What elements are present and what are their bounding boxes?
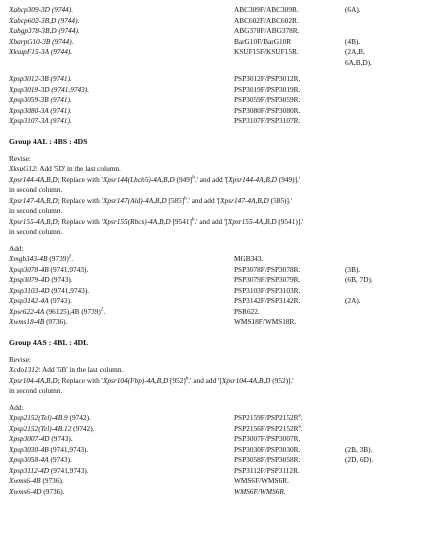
revise-label: Revise:	[9, 354, 31, 364]
table-row	[9, 74, 433, 85]
revise-line-cont: in second column.	[9, 185, 63, 194]
locus: Xabcp309-3D (9744).	[9, 5, 74, 14]
revise-label: Revise:	[9, 153, 31, 163]
revise-line: Xcdo1312: Add '5B' in the last column.	[9, 365, 124, 374]
locus-table-1	[9, 5, 433, 68]
locus-table-2	[9, 74, 433, 127]
table-row: Xpsr622-4A (96125),4B $(9739)^2$. PSR622.	[9, 306, 260, 316]
locus: Xabgp378-3B,D (9744).	[9, 26, 80, 35]
primer: PSP3107F/PSP3107R.	[234, 116, 301, 125]
revise-line: Xpsr147-4A,B,D; Replace with 'Xpsr147(Ald)-4A,B,D $[585]^b.'$ and add '[Xpsr147-4A,B,D (585)].'	[9, 195, 293, 205]
table-row: Xpsp3078-4B (9741,9743). PSP3078F/PSP3078R. (3B).	[9, 264, 361, 274]
table-row: Xpsp3112-4D (9741,9743). PSP3112F/PSP3112R.	[9, 465, 300, 475]
other-loci: (6A).	[345, 5, 361, 14]
add-label: Add:	[9, 243, 24, 253]
primer: PSP3059F/PSP3059R.	[234, 95, 301, 104]
group-heading: Group 4AL : 4BS : 4DS	[9, 136, 88, 146]
revise-line-cont: in second column.	[9, 386, 63, 395]
revise-line: Xpsr155-4A,B,D; Replace with 'Xpsr155(Rbcs)-4A,B,D $[9541]^b.'$ and add '[Xpsr155-4A,B,D (9541)].'	[9, 216, 304, 226]
table-row: Xpsp3079-4D (9743). PSP3079F/PSP3079R. (6B, 7D).	[9, 275, 373, 284]
table-row	[9, 47, 433, 58]
revise-line-cont: in second column.	[9, 206, 63, 215]
primer: PSP3012F/PSP3012R.	[234, 74, 301, 83]
table-row: Xwms18-4B (9736). WMS18F/WMS18R.	[9, 317, 297, 326]
table-row	[9, 37, 433, 48]
add-label: Add:	[9, 402, 24, 412]
table-row: Xpsp2152(Tel)-4B.9 (9742). $PSP2159F/PSP2152R^a$.	[9, 413, 303, 422]
table-row: Xwms6-4B (9736). WMS6F/WMS6R.	[9, 476, 289, 485]
table-row: Xpsp3058-4A (9743). PSP3058F/PSP3058R. (2D, 6D).	[9, 455, 374, 464]
table-row: Xpsp3007-4D (9743). PSP3007F/PSP3007R.	[9, 434, 301, 443]
table-row	[9, 85, 433, 96]
add-table	[9, 254, 433, 328]
primer: PSP3080F/PSP3080R.	[234, 105, 301, 115]
locus: Xabcp602-3B,D (9744).	[9, 15, 80, 25]
locus: Xpsp3107-3A (9741).	[9, 116, 72, 125]
table-row	[9, 16, 433, 27]
locus: Xpsp3012-3B (9741).	[9, 74, 72, 83]
add-table	[9, 413, 433, 497]
locus: Xpsp3080-3A (9741).	[9, 105, 72, 115]
revise-line-cont: in second column.	[9, 227, 63, 236]
group-heading: Group 4AS : 4BL : 4DL	[9, 337, 89, 347]
document-page	[9, 5, 433, 497]
revise-line: Xpsr104-4A,B,D; Replace with 'Xpsr104(Fbp)-4A,B,D $[952]^b.'$ and add '[Xpsr104-4A,B,D (952)].'	[9, 375, 294, 385]
table-row: Xpsp3030-4B (9741,9743). PSP3030F/PSP3030R. (2B, 3B).	[9, 444, 373, 454]
primer: PSP3019F/PSP3019R.	[234, 84, 301, 94]
table-row: Xpsp3142-4A (9743). PSP3142F/PSP3142R. (2A).	[9, 296, 361, 305]
table-row	[9, 5, 433, 16]
locus: XbarpG10-3B (9744).	[9, 36, 74, 46]
table-row	[9, 26, 433, 37]
primer: ABG378F/ABG378R.	[234, 26, 300, 35]
table-row: Xwms6-4D (9736). WMS6F/WMS6R.	[9, 486, 286, 496]
table-row	[9, 116, 433, 127]
revise-line: Xpsr144-4A,B,D; Replace with 'Xpsr144(Lhcb5)-4A,B,D (949]$^b$.' and add '[Xpsr144-4A,B,D (949)].'	[9, 174, 301, 184]
other-loci: 6A,B,D).	[345, 57, 372, 67]
primer: ABC602F/ABC602R.	[234, 15, 299, 25]
table-row: Xpsp2152(Tel)-4B.12 (9742). $PSP2156F/PSP2152R^a$.	[9, 423, 303, 433]
locus: Xpsp3019-3D (9741,9743).	[9, 84, 90, 94]
table-row: Xpsp3103-4D (9741,9743). PSP3103F/PSP3103R.	[9, 285, 301, 295]
other-loci: (4B).	[345, 36, 361, 46]
table-row	[9, 95, 433, 106]
table-row	[9, 106, 433, 117]
locus: Xpsp3059-3B (9741).	[9, 95, 72, 104]
table-row: Xmgb343-4B $(9739)^2$. MGB343.	[9, 254, 264, 263]
other-loci: (2A,B,	[345, 47, 365, 56]
locus: XksupF15-3A (9744).	[9, 47, 73, 56]
primer: ABC309F/ABC309R.	[234, 5, 299, 14]
table-row	[9, 58, 433, 69]
primer: BarG10F/BarG10R	[234, 36, 292, 46]
revise-line: XksuG12: Add '5D' in the last column.	[9, 164, 121, 173]
primer: KSUF15F/KSUF15R.	[234, 47, 299, 56]
